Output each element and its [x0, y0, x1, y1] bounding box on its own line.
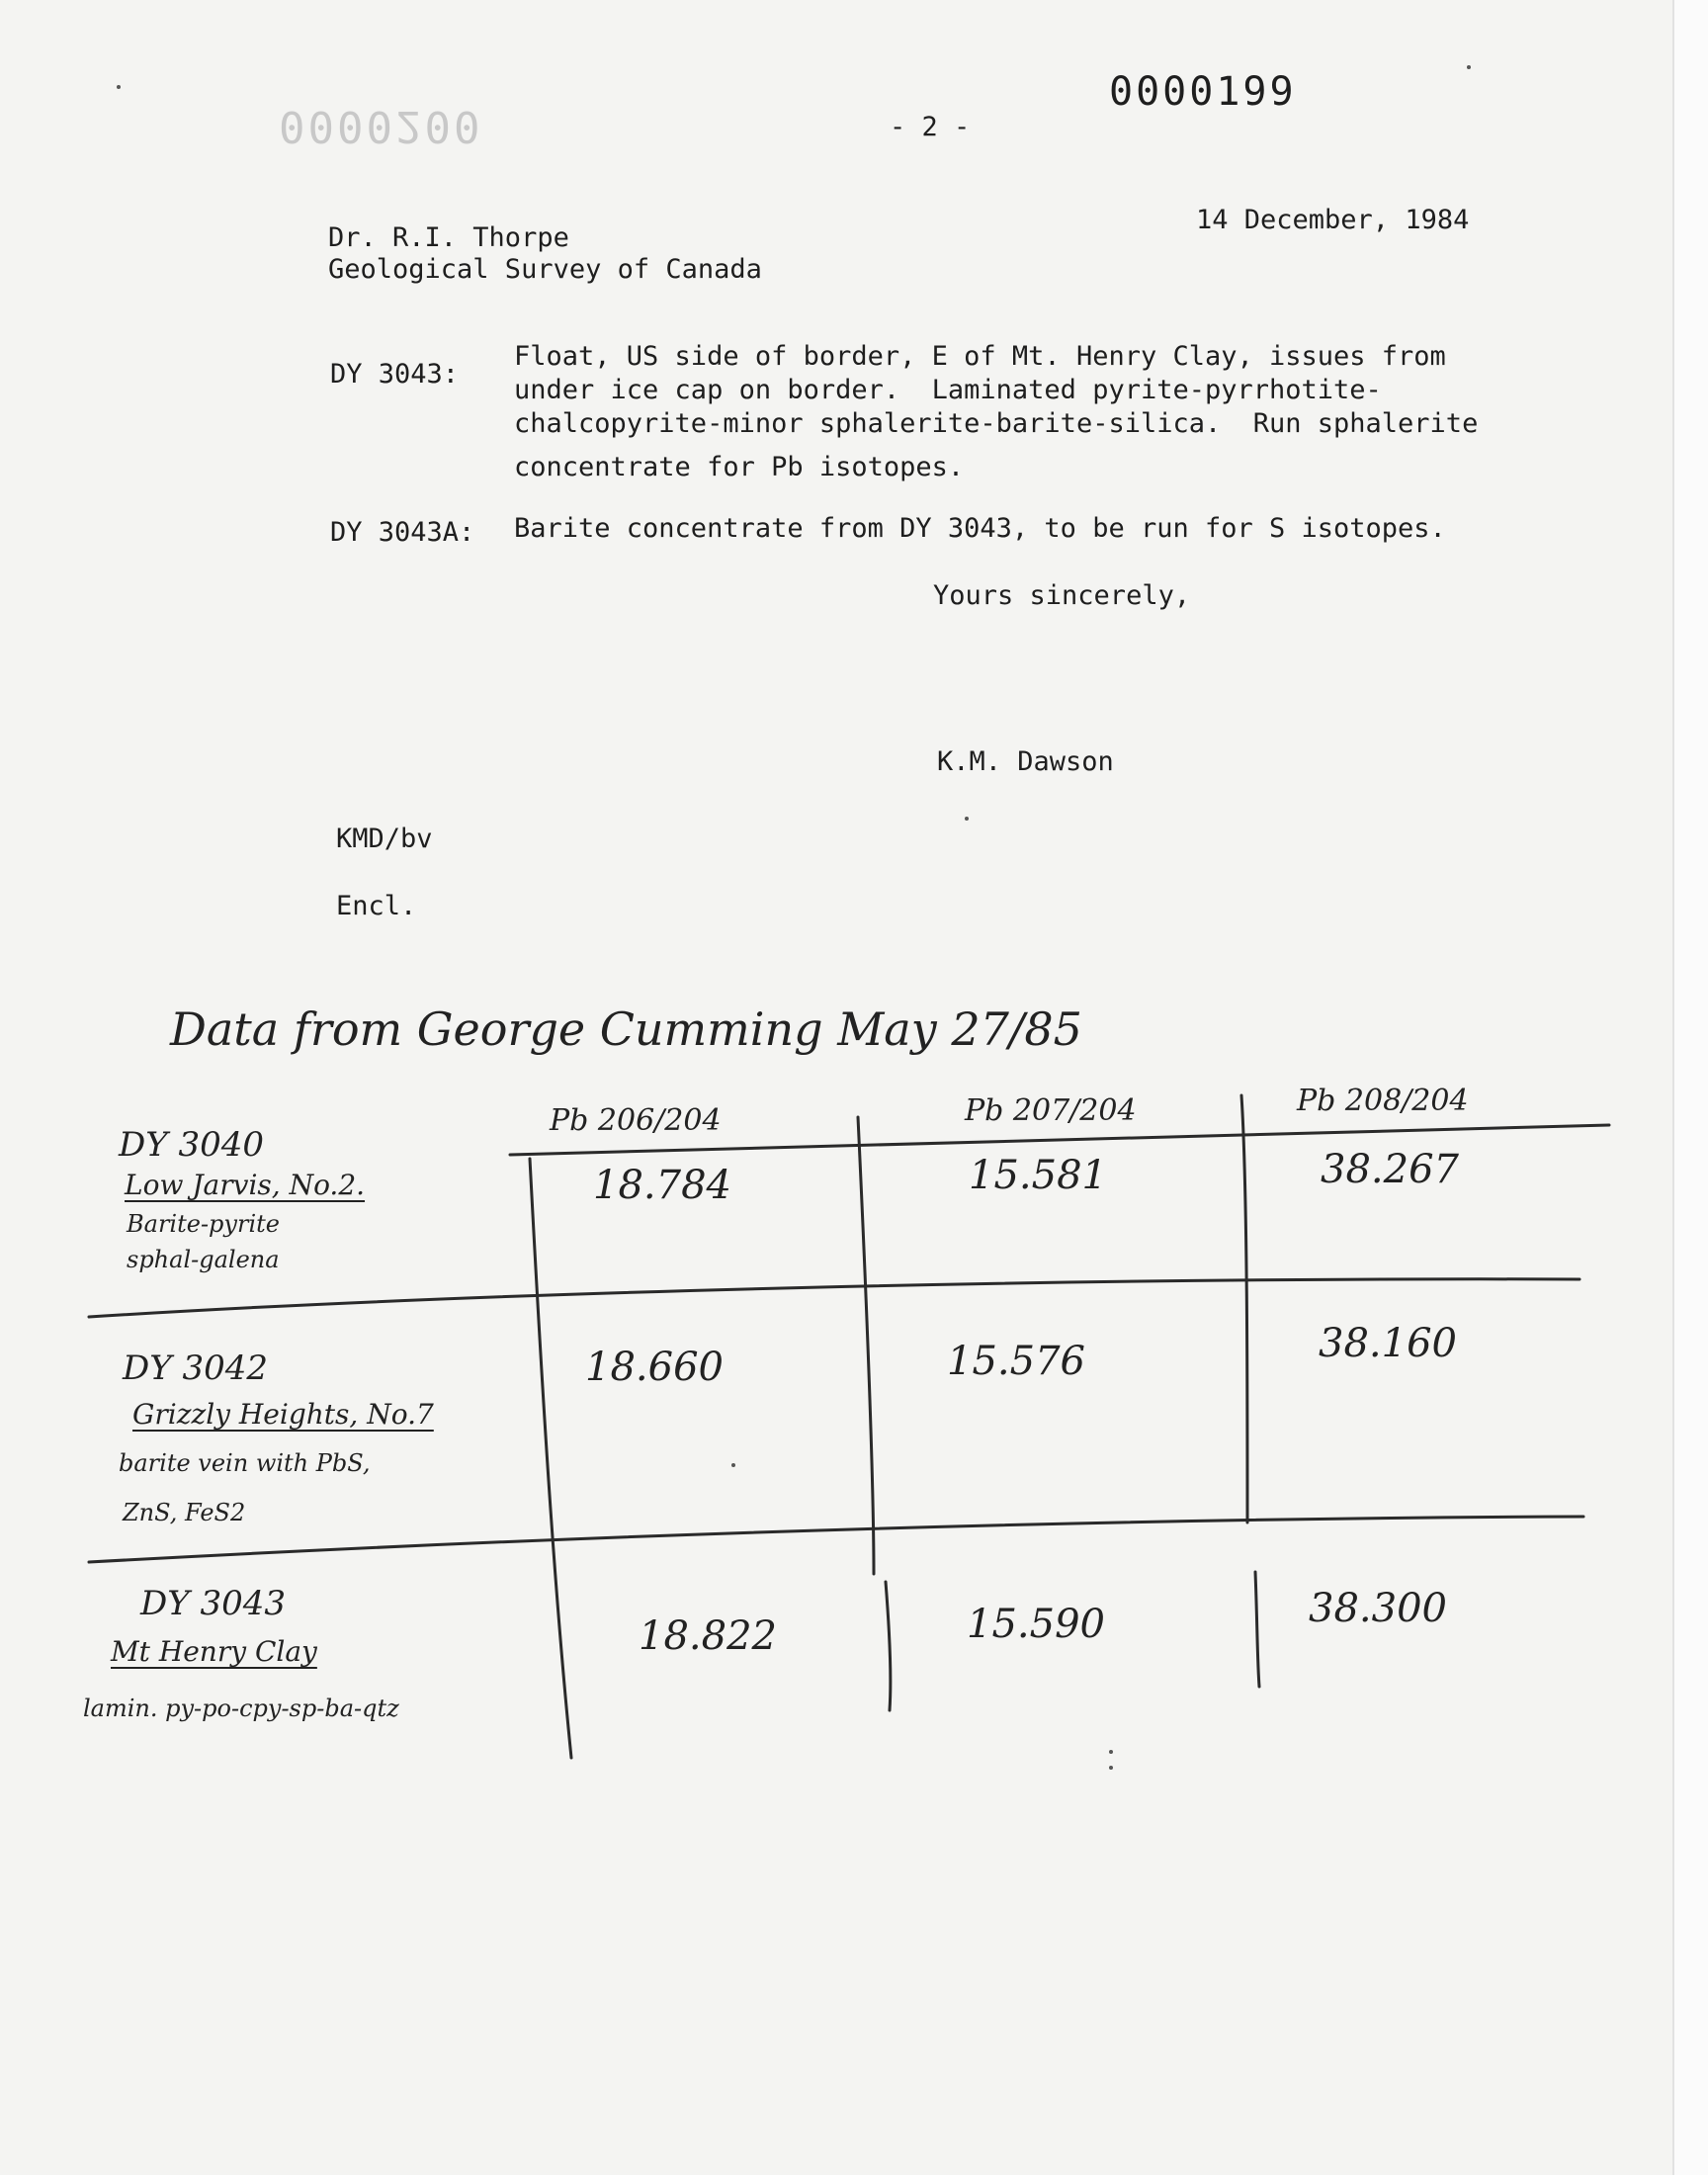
- sample-note: sphal-galena: [127, 1246, 280, 1273]
- row-divider: [89, 1517, 1583, 1562]
- page-marker: - 2 -: [890, 112, 971, 142]
- sample-id: DY 3042: [123, 1348, 269, 1388]
- column-line: [1255, 1572, 1259, 1687]
- sample-location-text: Mt Henry Clay: [111, 1635, 317, 1668]
- column-header: Pb 207/204: [965, 1093, 1137, 1128]
- pb207-value: 15.590: [967, 1602, 1105, 1647]
- letter-date: 14 December, 1984: [1196, 205, 1470, 235]
- entry-line: under ice cap on border. Laminated pyrite-pyrrhotite-: [514, 375, 1382, 405]
- sample-location: [132, 1398, 434, 1431]
- entry-line: chalcopyrite-minor sphalerite-barite-silica. Run sphalerite: [514, 408, 1479, 439]
- pb206-value: 18.822: [639, 1613, 777, 1659]
- column-line: [530, 1159, 571, 1758]
- pb208-value: 38.300: [1309, 1586, 1447, 1631]
- sample-location-text: Low Jarvis, No.2.: [125, 1169, 366, 1201]
- page-stamp-number: 0000199: [1109, 69, 1297, 115]
- recipient-name: Dr. R.I. Thorpe: [328, 222, 569, 253]
- scan-speck: [731, 1463, 735, 1467]
- recipient-org: Geological Survey of Canada: [328, 254, 762, 285]
- row-divider: [89, 1279, 1580, 1317]
- sample-location-text: Grizzly Heights, No.7: [132, 1398, 434, 1431]
- sample-note: barite vein with PbS,: [119, 1449, 371, 1477]
- sample-location: [125, 1169, 365, 1201]
- entry-id: DY 3043A:: [330, 517, 475, 548]
- sample-note: ZnS, FeS2: [123, 1499, 246, 1526]
- scan-speck: [1109, 1766, 1113, 1770]
- pb208-value: 38.160: [1319, 1321, 1457, 1366]
- sample-location: [111, 1635, 317, 1668]
- scan-speck: [965, 817, 969, 821]
- column-line: [886, 1582, 891, 1710]
- pb207-value: 15.576: [947, 1339, 1085, 1384]
- pb206-value: 18.660: [585, 1345, 724, 1390]
- closing: Yours sincerely,: [933, 580, 1191, 611]
- handwritten-title: Data from George Cumming May 27/85: [170, 1002, 1082, 1056]
- pb206-value: 18.784: [593, 1163, 731, 1208]
- column-header: Pb 208/204: [1297, 1084, 1469, 1118]
- sample-note: lamin. py-po-cpy-sp-ba-qtz: [83, 1695, 399, 1722]
- scan-speck: [117, 85, 121, 89]
- entry-id: DY 3043:: [330, 359, 460, 390]
- column-line: [858, 1117, 874, 1574]
- entry-line: Barite concentrate from DY 3043, to be run for S isotopes.: [514, 513, 1446, 544]
- column-line: [1241, 1095, 1247, 1522]
- signature-name: K.M. Dawson: [937, 746, 1114, 777]
- pb207-value: 15.581: [969, 1153, 1107, 1198]
- enclosure-note: Encl.: [336, 891, 417, 921]
- sample-note: Barite-pyrite: [127, 1210, 280, 1238]
- scan-speck: [1467, 65, 1471, 69]
- sample-id: DY 3043: [140, 1584, 287, 1623]
- entry-line: Float, US side of border, E of Mt. Henry Clay, issues from: [514, 341, 1446, 372]
- sample-id: DY 3040: [119, 1125, 265, 1165]
- typist-initials: KMD/bv: [336, 824, 433, 854]
- pb208-value: 38.267: [1321, 1147, 1459, 1192]
- entry-line: concentrate for Pb isotopes.: [514, 452, 965, 482]
- faint-bleed-through-stamp: 0000200: [279, 101, 483, 151]
- scan-speck: [1109, 1750, 1113, 1754]
- column-header: Pb 206/204: [550, 1103, 722, 1138]
